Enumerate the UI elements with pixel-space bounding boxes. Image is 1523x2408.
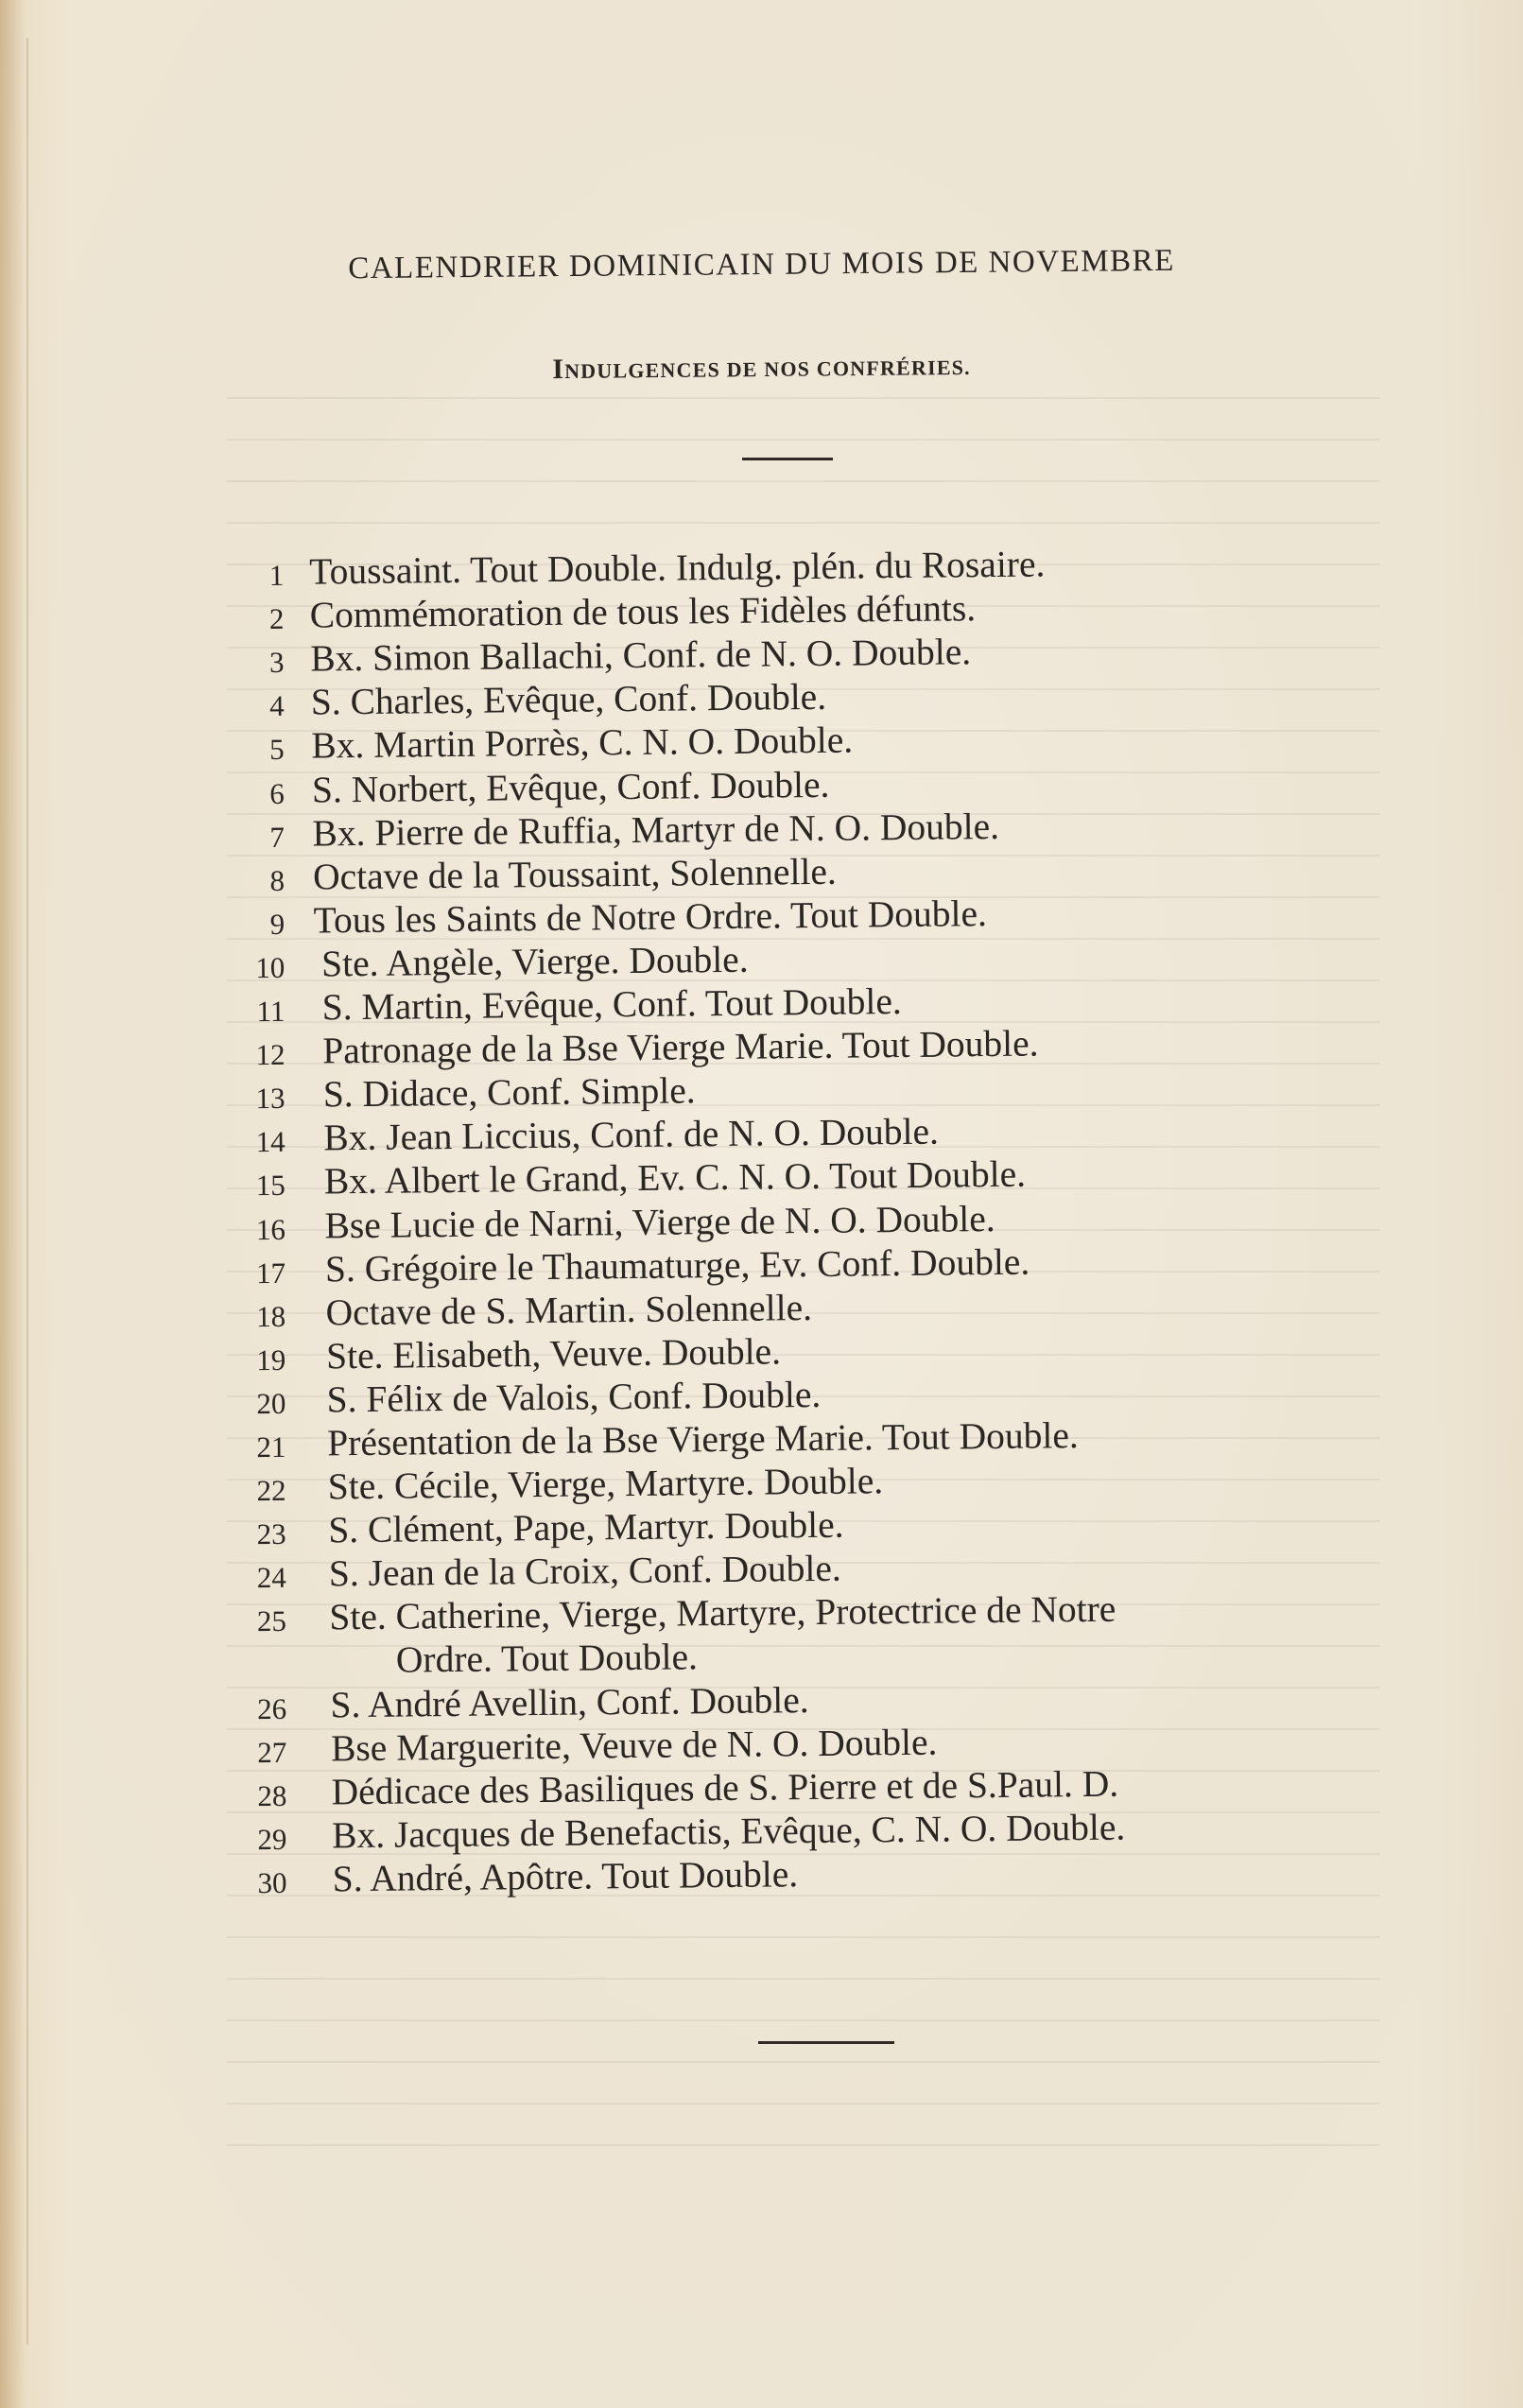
entry-text: S. Clément, Pape, Martyr. Double.	[328, 1503, 844, 1551]
entry-day-number: 4	[268, 689, 285, 723]
entry-day-number: 28	[257, 1778, 287, 1812]
entry-day-number: 29	[257, 1822, 287, 1857]
entry-day-number: 7	[269, 820, 286, 854]
entry-text: S. Jean de la Croix, Conf. Double.	[328, 1547, 842, 1595]
entry-day-number: 18	[255, 1299, 286, 1333]
entry-text: Bx. Martin Porrès, C. N. O. Double.	[311, 719, 854, 767]
entry-text: Présentation de la Bse Vierge Marie. Tout Double.	[326, 1414, 1079, 1464]
entry-day-number: 1	[268, 558, 285, 593]
entry-day-number: 16	[255, 1212, 286, 1246]
entry-text: Dédicace des Basiliques de S. Pierre et de S.Paul. D.	[331, 1762, 1119, 1813]
entry-text: S. Grégoire le Thaumaturge, Ev. Conf. Double.	[324, 1240, 1030, 1290]
entry-day-number: 24	[256, 1561, 286, 1595]
page-title: CALENDRIER DOMINICAIN DU MOIS DE NOVEMBRE	[348, 243, 1175, 286]
entry-day-number: 10	[255, 950, 286, 985]
entry-text: Patronage de la Bse Vierge Marie. Tout Double.	[322, 1022, 1039, 1072]
entry-text: Bx. Pierre de Ruffia, Martyr de N. O. Double.	[312, 805, 1000, 855]
subtitle-rest: NDULGENCES DE NOS CONFRÉRIES.	[564, 355, 971, 383]
entry-text: S. Charles, Evêque, Conf. Double.	[310, 676, 827, 723]
entry-day-number: 5	[269, 733, 285, 767]
entry-text-continuation: Ordre. Tout Double.	[395, 1636, 699, 1682]
entry-day-number: 15	[255, 1169, 286, 1203]
entry-day-number: 9	[269, 907, 286, 941]
entry-day-number: 6	[269, 776, 285, 810]
entry-text: Bse Marguerite, Veuve de N. O. Double.	[330, 1721, 938, 1770]
entry-day-number: 12	[255, 1037, 286, 1072]
entry-day-number: 22	[256, 1473, 286, 1508]
entry-day-number: 30	[257, 1865, 287, 1900]
bottom-rule-divider	[758, 2041, 894, 2044]
entry-day-number: 20	[256, 1386, 286, 1421]
entry-day-number: 8	[269, 863, 286, 897]
entry-day-number: 23	[256, 1517, 286, 1551]
entry-day-number: 3	[268, 646, 285, 680]
entry-text: Bse Lucie de Narni, Vierge de N. O. Double.	[324, 1197, 995, 1246]
entry-text: Octave de S. Martin. Solennelle.	[325, 1286, 813, 1334]
entry-text: Tous les Saints de Notre Ordre. Tout Double.	[313, 892, 988, 942]
entry-text: S. Didace, Conf. Simple.	[322, 1069, 696, 1116]
entry-day-number: 26	[256, 1691, 287, 1725]
entry-day-number: 14	[255, 1125, 286, 1159]
entry-day-number: 27	[257, 1735, 287, 1769]
subtitle-initial: I	[552, 354, 565, 386]
entry-text: Octave de la Toussaint, Solennelle.	[312, 850, 838, 898]
entry-day-number: 25	[256, 1604, 287, 1638]
entry-text: S. André Avellin, Conf. Double.	[330, 1678, 809, 1725]
entry-text: Toussaint. Tout Double. Indulg. plén. du Rosaire.	[308, 543, 1046, 593]
entry-text: Bx. Simon Ballachi, Conf. de N. O. Double.	[310, 631, 972, 680]
entry-text: Ste. Elisabeth, Veuve. Double.	[325, 1330, 782, 1377]
entry-text: Bx. Jean Liccius, Conf. de N. O. Double.	[323, 1110, 940, 1159]
entry-text: Commémoration de tous les Fidèles défunts.	[309, 587, 977, 636]
entry-day-number: 13	[255, 1082, 286, 1116]
entry-text: S. Félix de Valois, Conf. Double.	[326, 1373, 822, 1421]
entry-text: Bx. Jacques de Benefactis, Evêque, C. N. O. Double.	[331, 1806, 1126, 1857]
entry-text: Ste. Cécile, Vierge, Martyre. Double.	[327, 1460, 884, 1508]
entry-day-number: 21	[256, 1429, 286, 1464]
entry-text: S. Norbert, Evêque, Conf. Double.	[311, 763, 830, 811]
entry-day-number: 2	[268, 601, 285, 636]
entry-text: Ste. Angèle, Vierge. Double.	[320, 938, 749, 985]
entry-text: S. André, Apôtre. Tout Double.	[332, 1853, 799, 1900]
entry-day-number: 19	[256, 1343, 286, 1377]
entry-day-number: 11	[256, 994, 286, 1029]
entry-text: Ste. Catherine, Vierge, Martyre, Protectrice de Notre	[329, 1588, 1116, 1638]
entry-day-number: 17	[255, 1256, 286, 1290]
entry-text: S. Martin, Evêque, Conf. Tout Double.	[321, 980, 903, 1029]
entry-text: Bx. Albert le Grand, Ev. C. N. O. Tout Double.	[323, 1153, 1027, 1203]
